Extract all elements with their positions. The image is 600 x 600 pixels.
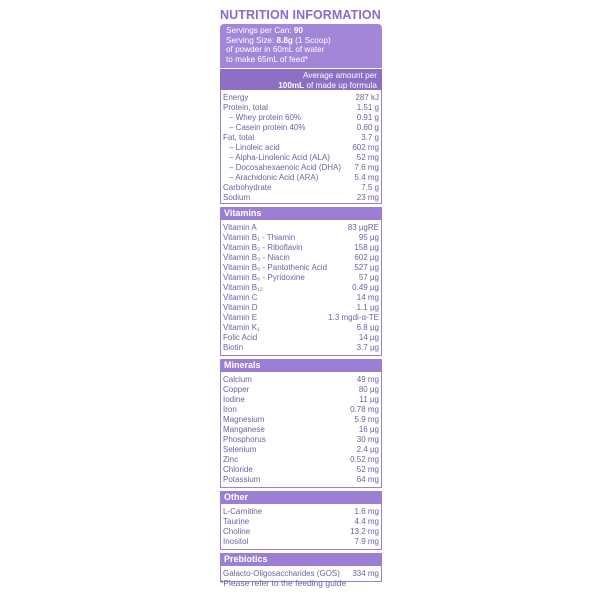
nutrient-label: Vitamin B₂ - Riboflavin xyxy=(223,243,303,252)
nutrient-value: 602 mg xyxy=(352,143,379,152)
nutrient-value: 5.9 mg xyxy=(354,415,379,424)
nutrient-label: Selenium xyxy=(223,445,257,454)
vitamins-header: Vitamins xyxy=(220,207,382,220)
nutrient-label: Carbohydrate xyxy=(223,183,272,192)
nutrient-value: 64 mg xyxy=(356,475,379,484)
nutrient-label: Choline xyxy=(223,527,251,536)
nutrient-label: Vitamin D xyxy=(223,303,258,312)
servings-per-can: Servings per Can: 90 xyxy=(226,26,303,35)
nutrient-value: 1.51 g xyxy=(356,103,379,112)
nutrient-value: 57 µg xyxy=(358,273,379,282)
nutrient-label: Sodium xyxy=(223,193,251,202)
main-section-frame xyxy=(220,90,382,204)
nutrient-value: 13.2 mg xyxy=(350,527,379,536)
minerals-header: Minerals xyxy=(220,359,382,372)
nutrient-label: L-Carnitine xyxy=(223,507,263,516)
nutrient-value: 7.9 mg xyxy=(354,537,379,546)
nutrient-label: – Alpha-Linolenic Acid (ALA) xyxy=(229,153,330,162)
nutrient-label: Magnesium xyxy=(223,415,265,424)
vitamins-section-frame xyxy=(220,207,382,356)
nutrient-value: 0.91 g xyxy=(356,113,379,122)
nutrient-value: 5.4 mg xyxy=(354,173,379,182)
prebiotics-header: Prebiotics xyxy=(220,553,382,566)
footnote: *Please refer to the feeding guide xyxy=(220,578,347,588)
nutrient-label: Iodine xyxy=(223,395,245,404)
nutrient-label: Vitamin B₅ - Pantothenic Acid xyxy=(223,263,328,272)
minerals-section-frame xyxy=(220,359,382,488)
other-section-frame xyxy=(220,491,382,550)
nutrient-value: 14 mg xyxy=(356,293,379,302)
nutrient-label: Energy xyxy=(223,93,249,102)
nutrient-value: 6.8 µg xyxy=(356,323,379,332)
nutrient-value: 334 mg xyxy=(352,569,379,578)
nutrient-label: Galacto-Oligosaccharides (GOS) xyxy=(223,569,340,578)
nutrient-label: Vitamin A xyxy=(223,223,257,232)
nutrient-value: 158 µg xyxy=(354,243,379,252)
nutrient-label: Inositol xyxy=(223,537,249,546)
nutrient-label: Biotin xyxy=(223,343,244,352)
nutrient-label: Vitamin B₃ - Niacin xyxy=(223,253,290,262)
nutrient-label: Protein, total xyxy=(223,103,268,112)
nutrient-value: 16 µg xyxy=(358,425,379,434)
nutrient-label: – Docosahexaenoic Acid (DHA) xyxy=(229,163,342,172)
nutrient-value: 1.3 mgdi-α-TE xyxy=(328,313,379,322)
nutrient-value: 95 µg xyxy=(358,233,379,242)
serving-info-box xyxy=(220,24,382,68)
nutrient-value: 287 kJ xyxy=(355,93,379,102)
nutrient-label: Manganese xyxy=(223,425,265,434)
nutrient-value: 527 µg xyxy=(354,263,379,272)
nutrition-title: NUTRITION INFORMATION xyxy=(220,8,381,22)
nutrient-label: Vitamin B₁₂ xyxy=(223,283,263,292)
nutrient-label: – Linoleic acid xyxy=(229,143,280,152)
average-amount-header: Average amount per 100mL of made up formula xyxy=(220,68,382,90)
other-header: Other xyxy=(220,491,382,504)
nutrient-label: Vitamin C xyxy=(223,293,258,302)
nutrient-label: Potassium xyxy=(223,475,261,484)
nutrient-value: 0.78 mg xyxy=(350,405,379,414)
nutrient-label: Fat, total xyxy=(223,133,255,142)
nutrient-value: 30 mg xyxy=(356,435,379,444)
nutrient-label: Chloride xyxy=(223,465,253,474)
nutrient-label: – Casein protein 40% xyxy=(229,123,306,132)
nutrient-value: 0.49 µg xyxy=(352,283,379,292)
nutrient-value: 0.52 mg xyxy=(350,455,379,464)
nutrient-value: 1.1 µg xyxy=(356,303,379,312)
nutrient-value: 3.7 g xyxy=(361,133,379,142)
serving-line-3: of powder in 60mL of water xyxy=(226,45,325,55)
nutrient-value: 0.60 g xyxy=(356,123,379,132)
nutrient-label: Taurine xyxy=(223,517,250,526)
nutrient-label: Calcium xyxy=(223,375,252,384)
nutrient-value: 11 µg xyxy=(359,395,379,404)
nutrient-value: 83 µgRE xyxy=(347,223,379,232)
nutrient-value: 49 mg xyxy=(356,375,379,384)
nutrient-label: Zinc xyxy=(223,455,239,464)
serving-size: Serving Size: 8.8g (1 Scoop) xyxy=(226,35,331,45)
nutrient-label: Copper xyxy=(223,385,250,394)
serving-line-4: to make 65mL of feed* xyxy=(226,54,309,64)
nutrient-label: Vitamin B₆ - Pyridoxine xyxy=(223,273,305,282)
nutrient-value: 3.7 µg xyxy=(356,343,379,352)
nutrient-label: Phosphorus xyxy=(223,435,266,444)
nutrient-label: Vitamin B₁ - Thiamin xyxy=(223,233,296,242)
nutrient-value: 52 mg xyxy=(356,153,379,162)
nutrient-label: Iron xyxy=(223,405,237,414)
nutrient-value: 14 µg xyxy=(358,333,379,342)
nutrient-value: 1.6 mg xyxy=(354,507,379,516)
nutrient-label: – Arachidonic Acid (ARA) xyxy=(229,173,319,182)
nutrient-label: Vitamin K₁ xyxy=(223,323,260,332)
nutrient-value: 2.4 µg xyxy=(356,445,379,454)
nutrient-value: 7.5 g xyxy=(361,183,379,192)
nutrient-label: Folic Acid xyxy=(223,333,258,342)
nutrient-label: – Whey protein 60% xyxy=(229,113,302,122)
nutrient-value: 23 mg xyxy=(356,193,379,202)
nutrient-label: Vitamin E xyxy=(223,313,258,322)
nutrient-value: 602 µg xyxy=(354,253,379,262)
nutrient-value: 80 µg xyxy=(358,385,379,394)
nutrient-value: 7.6 mg xyxy=(354,163,379,172)
nutrient-value: 52 mg xyxy=(356,465,379,474)
nutrient-value: 4.4 mg xyxy=(354,517,379,526)
